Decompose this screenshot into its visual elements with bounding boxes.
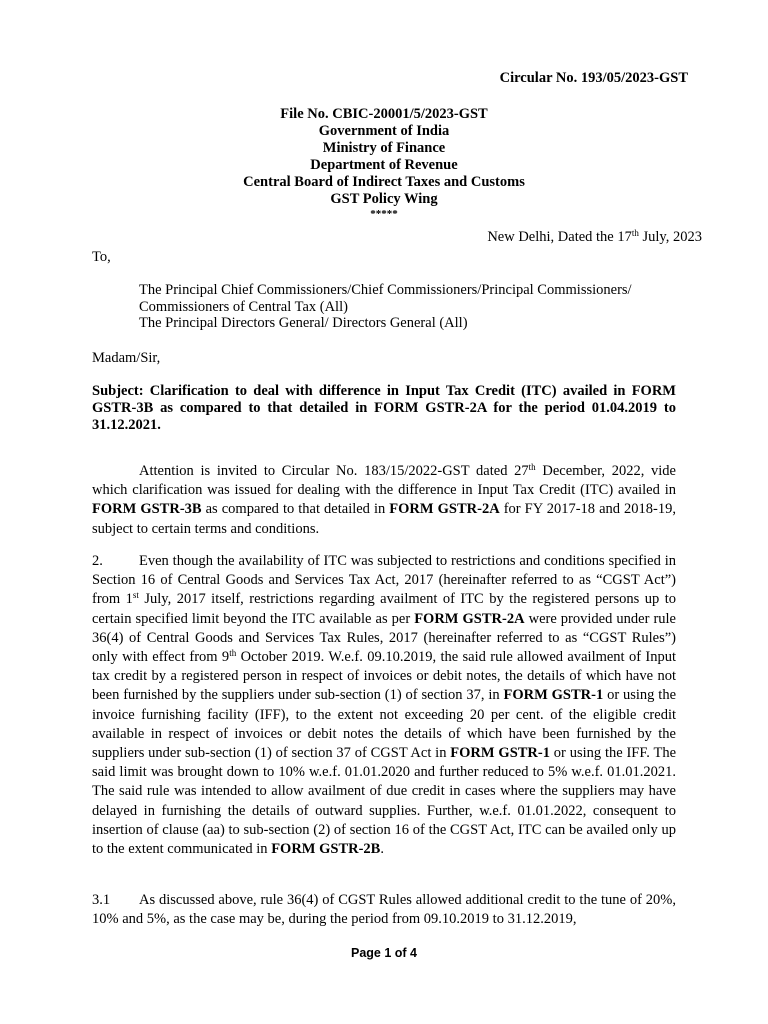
p2-text: or using the IFF. The said limit was brought down to 10% w.e.f. 01.01.2020 and further reduced to 5% w.e.f. 01.01.2021. The said rule was intended to allow availment of due credit in cases where the suppliers may have delayed in furnishing the details of outward supplies. Further, w.e.f. 01.01.2022, consequent to insertion of clause (aa) to sub-section (2) of section 16 of the CGST Act, ITC can be availed only up to the extent communicated in <box>92 745 677 858</box>
date-line <box>487 229 702 246</box>
government-line: Government of India <box>318 123 450 139</box>
p2-sup: th <box>229 648 237 659</box>
ministry-line: Ministry of Finance <box>322 140 446 156</box>
p2-text: were provided under rule 36(4) of Central Goods and Services Tax Rules, 2017 (hereinafter referred to as “CGST Rules”) only with effect from 9 <box>92 610 676 666</box>
p3-text: As discussed above, rule 36(4) of CGST Rules allowed additional credit to the tune of 20%, 10% and 5%, as the case may be, during the period from 09.10.2019 to 31.12.2019, <box>92 892 676 928</box>
p1-bold: FORM GSTR-2A <box>389 501 500 518</box>
subject-line: Subject: Clarification to deal with difference in Input Tax Credit (ITC) availed in FORM GSTR-3B as compared to that detailed in FORM GSTR-2A for the period 01.04.2019 to 31.12.2021. <box>92 383 676 433</box>
p2-text: . <box>380 841 384 858</box>
p2-bold: FORM GSTR-1 <box>450 745 550 762</box>
p1-sup: th <box>528 462 536 472</box>
addressee-line-2: The Principal Directors General/ Directors General (All) <box>139 315 468 331</box>
paragraph-2 <box>92 552 676 859</box>
p1-text: Attention is invited to Circular No. 183/15/2022-GST dated 27 <box>139 463 529 479</box>
p1-text: as compared to that detailed in <box>201 501 390 518</box>
document-header <box>0 106 768 220</box>
date-suffix: July, 2023 <box>638 229 702 245</box>
page-number: Page 1 of 4 <box>351 946 417 960</box>
date-prefix: New Delhi, Dated the 17 <box>487 229 632 245</box>
to-line: To, <box>92 249 111 265</box>
circular-number: Circular No. 193/05/2023-GST <box>499 70 688 86</box>
p2-text: or using the invoice furnishing facility (IFF), to the extent not exceeding 20 per cent. of the eligible credit available in respect of invoices or debit notes the details of which have been furnished by the suppliers under sub-section (1) of section 37 of CGST Act in <box>92 687 676 762</box>
paragraph-3-1 <box>92 891 676 929</box>
p2-text: Even though the availability of ITC was subjected to restrictions and conditions specified in Section 16 of Central Goods and Services Tax Act, 2017 (hereinafter referred to as “CGST Act”) from 1 <box>92 553 676 608</box>
p2-bold: FORM GSTR-2A <box>414 610 525 627</box>
p2-text: July, 2017 itself, restrictions regarding availment of ITC by the registered persons up to certain specified limit beyond the ITC available as per <box>92 591 676 627</box>
header-stars: ***** <box>370 208 398 220</box>
file-number: File No. CBIC-20001/5/2023-GST <box>280 106 488 122</box>
p1-bold: FORM GSTR-3B <box>92 501 202 518</box>
wing-line: GST Policy Wing <box>330 191 438 207</box>
board-line: Central Board of Indirect Taxes and Customs <box>243 174 525 190</box>
p1-text: for FY 2017-18 and 2018-19, subject to certain terms and conditions. <box>92 501 676 537</box>
p2-sup: st <box>132 590 139 601</box>
addressees <box>139 282 679 332</box>
p2-bold: FORM GSTR-1 <box>503 687 604 704</box>
paragraph-number: 3.1 <box>92 892 111 908</box>
date-sup: th <box>631 228 639 238</box>
salutation: Madam/Sir, <box>92 350 161 366</box>
addressee-line-1: The Principal Chief Commissioners/Chief Commissioners/Principal Commissioners/ Commissioners of Central Tax (All) <box>139 282 632 315</box>
p2-text: October 2019. W.e.f. 09.10.2019, the said rule allowed availment of Input tax credit by a registered person in respect of invoices or debit notes, the details of which have not been furnished by the suppliers under sub-section (1) of section 37, in <box>92 649 676 704</box>
department-line: Department of Revenue <box>310 157 458 173</box>
p1-text: December, 2022, vide which clarification was issued for dealing with the difference in Input Tax Credit (ITC) availed in <box>92 463 676 499</box>
p2-bold: FORM GSTR-2B <box>271 841 381 858</box>
paragraph-number: 2. <box>92 553 103 569</box>
paragraph-1 <box>92 462 676 539</box>
